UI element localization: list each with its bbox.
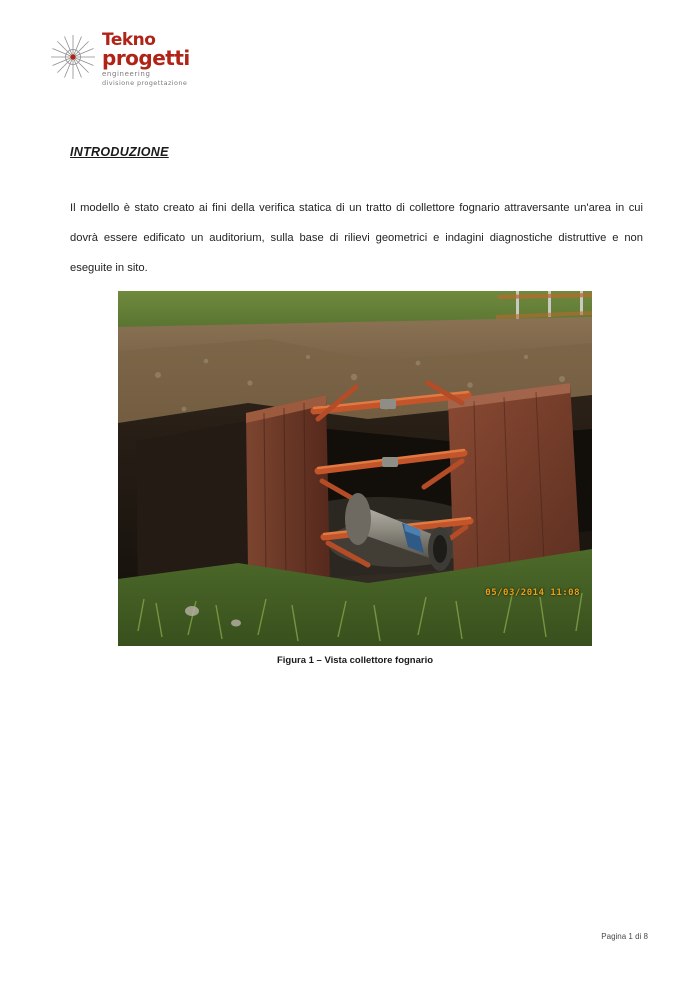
logo-name-line1: Tekno <box>102 30 156 50</box>
intro-paragraph: Il modello è stato creato ai fini della verifica statica di un tratto di collettore fognario attraversante un'area in cui dovrà essere edificato un auditorium, sulla base di rilievi geometrici e indagini diagnostiche distruttive e non eseguite in sito. <box>70 202 643 274</box>
page-number-footer: Pagina 1 di 8 <box>601 932 648 941</box>
figure-photo <box>118 291 592 646</box>
logo-subtitle-division: divisione progettazione <box>102 79 188 87</box>
company-logo <box>50 32 250 90</box>
figure-caption: Figura 1 – Vista collettore fognario <box>276 655 434 666</box>
logo-subtitle-engineering: engineering <box>102 70 151 78</box>
logo-name-line2: progetti <box>102 46 190 70</box>
logo-wordmark <box>102 32 252 87</box>
photo-timestamp: 05/03/2014 11:08 <box>485 588 580 598</box>
section-heading: INTRODUZIONE <box>70 145 169 159</box>
sunburst-compass-icon <box>50 34 96 80</box>
